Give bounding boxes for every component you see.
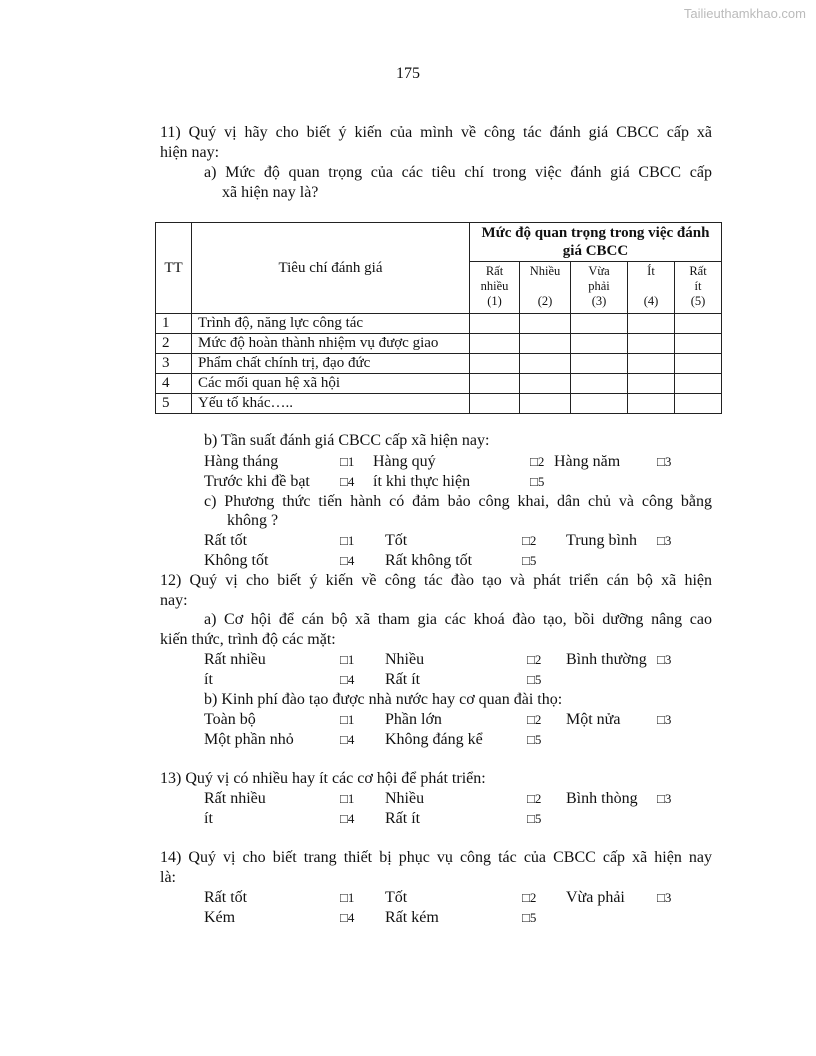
option-label: Hàng năm [554,453,621,470]
option-label: Bình thường [566,651,647,668]
checkbox-option[interactable]: □4 [340,910,355,925]
rating-cell[interactable] [520,314,571,334]
q12-title-cont: nay: [160,592,188,609]
level-n: (2) [537,294,553,308]
checkbox-option[interactable]: □2 [527,652,542,667]
level-l1: Rất [689,264,707,278]
q14-title: 14) Quý vị cho biết trang thiết bị phục vụ công tác của CBCC cấp xã hiện nay [160,849,712,866]
table-row [156,374,722,394]
option-label: Trung bình [566,532,637,549]
rating-cell[interactable] [675,334,722,354]
rating-cell[interactable] [470,334,520,354]
option-label: Hàng tháng [204,453,279,470]
row-criteria: Yếu tố khác….. [192,394,470,414]
checkbox-option[interactable]: □3 [657,533,672,548]
page-number: 175 [396,65,420,82]
row-criteria: Trình độ, năng lực công tác [192,314,470,334]
rating-cell[interactable] [520,334,571,354]
rating-cell[interactable] [675,314,722,334]
option-label: Tốt [385,889,408,906]
option-label: Trước khi đề bạt [204,473,310,490]
rating-cell[interactable] [675,394,722,414]
rating-cell[interactable] [571,334,628,354]
row-criteria: Mức độ hoàn thành nhiệm vụ được giao [192,334,470,354]
q11a-title-cont: xã hiện nay là? [222,184,319,201]
checkbox-option[interactable]: □2 [527,791,542,806]
level-n: (3) [591,294,607,308]
option-label: Không tốt [204,552,269,569]
level-header [470,262,520,314]
level-n: (4) [643,294,659,308]
row-criteria: Phẩm chất chính trị, đạo đức [192,354,470,374]
option-label: ít [204,671,213,688]
checkbox-option[interactable]: □3 [657,791,672,806]
q11-title-cont: hiện nay: [160,144,220,161]
checkbox-option[interactable]: □2 [527,712,542,727]
level-l2: phải [588,279,610,293]
option-label: Rất nhiều [204,651,266,668]
option-label: ít khi thực hiện [373,473,471,490]
rating-cell[interactable] [628,334,675,354]
q12a-title: a) Cơ hội để cán bộ xã tham gia các khoá đào tạo, bồi dưỡng nâng cao [204,611,712,628]
checkbox-option[interactable]: □3 [657,890,672,905]
level-header [520,262,571,314]
row-criteria: Các mối quan hệ xã hội [192,374,470,394]
rating-cell[interactable] [571,354,628,374]
option-label: Hàng quý [373,453,436,470]
checkbox-option[interactable]: □2 [522,533,537,548]
checkbox-option[interactable]: □5 [522,910,537,925]
rating-cell[interactable] [520,374,571,394]
checkbox-option[interactable]: □1 [340,712,355,727]
q11-title: 11) Quý vị hãy cho biết ý kiến của mình về công tác đánh giá CBCC cấp xã [160,124,712,141]
option-label: Không đáng kể [385,731,483,748]
criteria-table [155,222,722,414]
rating-cell[interactable] [571,374,628,394]
option-label: Phần lớn [385,711,442,728]
level-header [571,262,628,314]
option-label: Rất không tốt [385,552,473,569]
checkbox-option[interactable]: □5 [527,811,542,826]
option-label: Rất ít [385,671,421,688]
table-row [156,334,722,354]
checkbox-option[interactable]: □5 [527,732,542,747]
option-label: Nhiều [385,790,425,807]
col-tt: TT [156,223,192,314]
option-label: Nhiều [385,651,425,668]
option-label: Vừa phải [566,889,625,906]
option-label: Toàn bộ [204,711,256,728]
level-l1: Ít [647,264,655,278]
rating-cell[interactable] [470,314,520,334]
checkbox-option[interactable]: □4 [340,732,355,747]
checkbox-option[interactable]: □4 [340,474,355,489]
checkbox-option[interactable]: □4 [340,811,355,826]
rating-cell[interactable] [628,354,675,374]
q11c-title: c) Phương thức tiến hành có đảm bảo công khai, dân chủ và công bằng [204,493,712,510]
rating-cell[interactable] [571,314,628,334]
group-header: Mức độ quan trọng trong việc đánh giá CBCC [470,223,722,262]
checkbox-option[interactable]: □4 [340,553,355,568]
table-row [156,354,722,374]
row-tt: 5 [156,394,192,414]
level-header [675,262,722,314]
rating-cell[interactable] [470,354,520,374]
checkbox-option[interactable]: □2 [530,454,545,469]
option-label: ít [204,810,213,827]
checkbox-option[interactable]: □1 [340,652,355,667]
watermark: Tailieuthamkhao.com [683,6,806,21]
q11c-title-cont: không ? [227,512,279,529]
rating-cell[interactable] [675,354,722,374]
level-l2: nhiều [480,279,509,293]
checkbox-option[interactable]: □1 [340,791,355,806]
row-tt: 4 [156,374,192,394]
level-n: (1) [487,294,502,308]
level-l2 [520,279,570,294]
row-tt: 2 [156,334,192,354]
q12-title: 12) Quý vị cho biết ý kiến về công tác đào tạo và phát triển cán bộ xã hiện [160,572,712,589]
q13-title: 13) Quý vị có nhiều hay ít các cơ hội để phát triển: [160,770,486,787]
level-l1: Vừa [588,264,610,278]
level-header [628,262,675,314]
rating-cell[interactable] [470,374,520,394]
row-tt: 1 [156,314,192,334]
level-n: (5) [690,294,706,308]
q12b-title: b) Kinh phí đào tạo được nhà nước hay cơ quan đài thọ: [204,691,563,708]
rating-cell[interactable] [675,374,722,394]
level-l2 [628,279,674,294]
option-label: Kém [204,909,236,926]
rating-cell[interactable] [470,394,520,414]
option-label: Rất nhiều [204,790,266,807]
col-criteria: Tiêu chí đánh giá [192,223,470,314]
rating-cell[interactable] [628,314,675,334]
checkbox-option[interactable]: □3 [657,454,672,469]
rating-cell[interactable] [628,394,675,414]
checkbox-option[interactable]: □5 [527,672,542,687]
checkbox-option[interactable]: □3 [657,712,672,727]
checkbox-option[interactable]: □5 [530,474,545,489]
option-label: Một phần nhỏ [204,731,294,748]
rating-cell[interactable] [520,394,571,414]
row-tt: 3 [156,354,192,374]
option-label: Tốt [385,532,408,549]
level-l1: Rất [485,264,504,278]
checkbox-option[interactable]: □3 [657,652,672,667]
option-label: Một nửa [566,711,621,728]
q11a-title: a) Mức độ quan trọng của các tiêu chí trong việc đánh giá CBCC cấp [204,164,712,181]
level-l1: Nhiều [529,264,561,278]
q14-title-cont: là: [160,869,176,886]
rating-cell[interactable] [628,374,675,394]
option-label: Rất ít [385,810,421,827]
rating-cell[interactable] [520,354,571,374]
option-label: Rất kém [385,909,439,926]
q12a-title-cont: kiến thức, trình độ các mặt: [160,631,336,648]
checkbox-option[interactable]: □5 [522,553,537,568]
checkbox-option[interactable]: □1 [340,454,355,469]
option-label: Bình thòng [566,790,638,807]
table-row [156,314,722,334]
rating-cell[interactable] [571,394,628,414]
table-row [156,394,722,414]
checkbox-option[interactable]: □1 [340,890,355,905]
q11b-title: b) Tần suất đánh giá CBCC cấp xã hiện nay: [204,432,490,449]
option-label: Rất tốt [204,532,248,549]
level-l2: ít [694,279,702,293]
checkbox-option[interactable]: □2 [522,890,537,905]
checkbox-option[interactable]: □1 [340,533,355,548]
checkbox-option[interactable]: □4 [340,672,355,687]
option-label: Rất tốt [204,889,248,906]
